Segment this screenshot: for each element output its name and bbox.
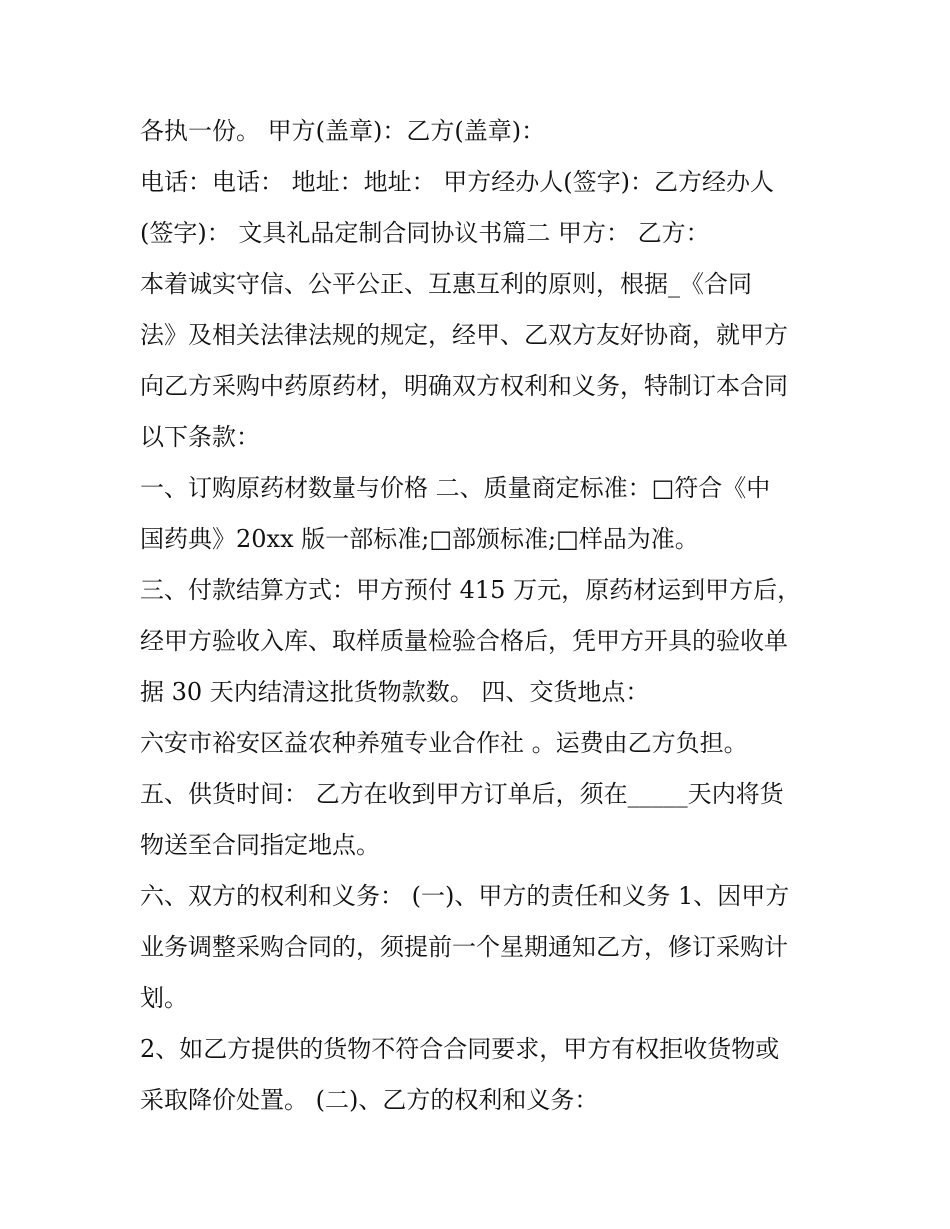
- text-line: 法》及相关法律法规的规定，经甲、乙双方友好协商，就甲方: [140, 321, 788, 349]
- text-line: 本着诚实守信、公平公正、互惠互利的原则，根据_《合同: [140, 270, 752, 298]
- text-line: 国药典》20xx 版一部标准;□部颁标准;□样品为准。: [140, 525, 699, 553]
- text-line: 据 30 天内结清这批货物款数。 四、交货地点：: [140, 678, 650, 706]
- text-line: 各执一份。 甲方(盖章)：乙方(盖章)：: [140, 117, 546, 145]
- text-line: 物送至合同指定地点。: [140, 831, 380, 859]
- text-line: 六安市裕安区益农种养殖专业合作社 。运费由乙方负担。: [140, 729, 748, 757]
- text-line: 六、双方的权利和义务： (一)、甲方的责任和义务 1、因甲方: [140, 882, 790, 910]
- text-line: 划。: [140, 984, 188, 1012]
- text-line: (签字)： 文具礼品定制合同协议书篇二 甲方： 乙方：: [140, 219, 710, 247]
- text-line: 经甲方验收入库、取样质量检验合格后，凭甲方开具的验收单: [140, 627, 788, 655]
- text-line: 电话：电话： 地址：地址： 甲方经办人(签字)：乙方经办人: [140, 168, 774, 196]
- text-line: 以下条款：: [140, 423, 260, 451]
- text-line: 采取降价处置。 (二)、乙方的权利和义务：: [140, 1086, 599, 1114]
- text-line: 三、付款结算方式：甲方预付 415 万元，原药材运到甲方后，: [140, 576, 802, 604]
- text-line: 五、供货时间： 乙方在收到甲方订单后，须在_____天内将货: [140, 780, 784, 808]
- text-line: 业务调整采购合同的，须提前一个星期通知乙方，修订采购计: [140, 933, 788, 961]
- text-line: 向乙方采购中药原药材，明确双方权利和义务，特制订本合同: [140, 372, 788, 400]
- document-body: [140, 106, 820, 1126]
- text-line: 一、订购原药材数量与价格 二、质量商定标准：□符合《中: [140, 474, 771, 502]
- text-line: 2、如乙方提供的货物不符合合同要求，甲方有权拒收货物或: [140, 1035, 780, 1063]
